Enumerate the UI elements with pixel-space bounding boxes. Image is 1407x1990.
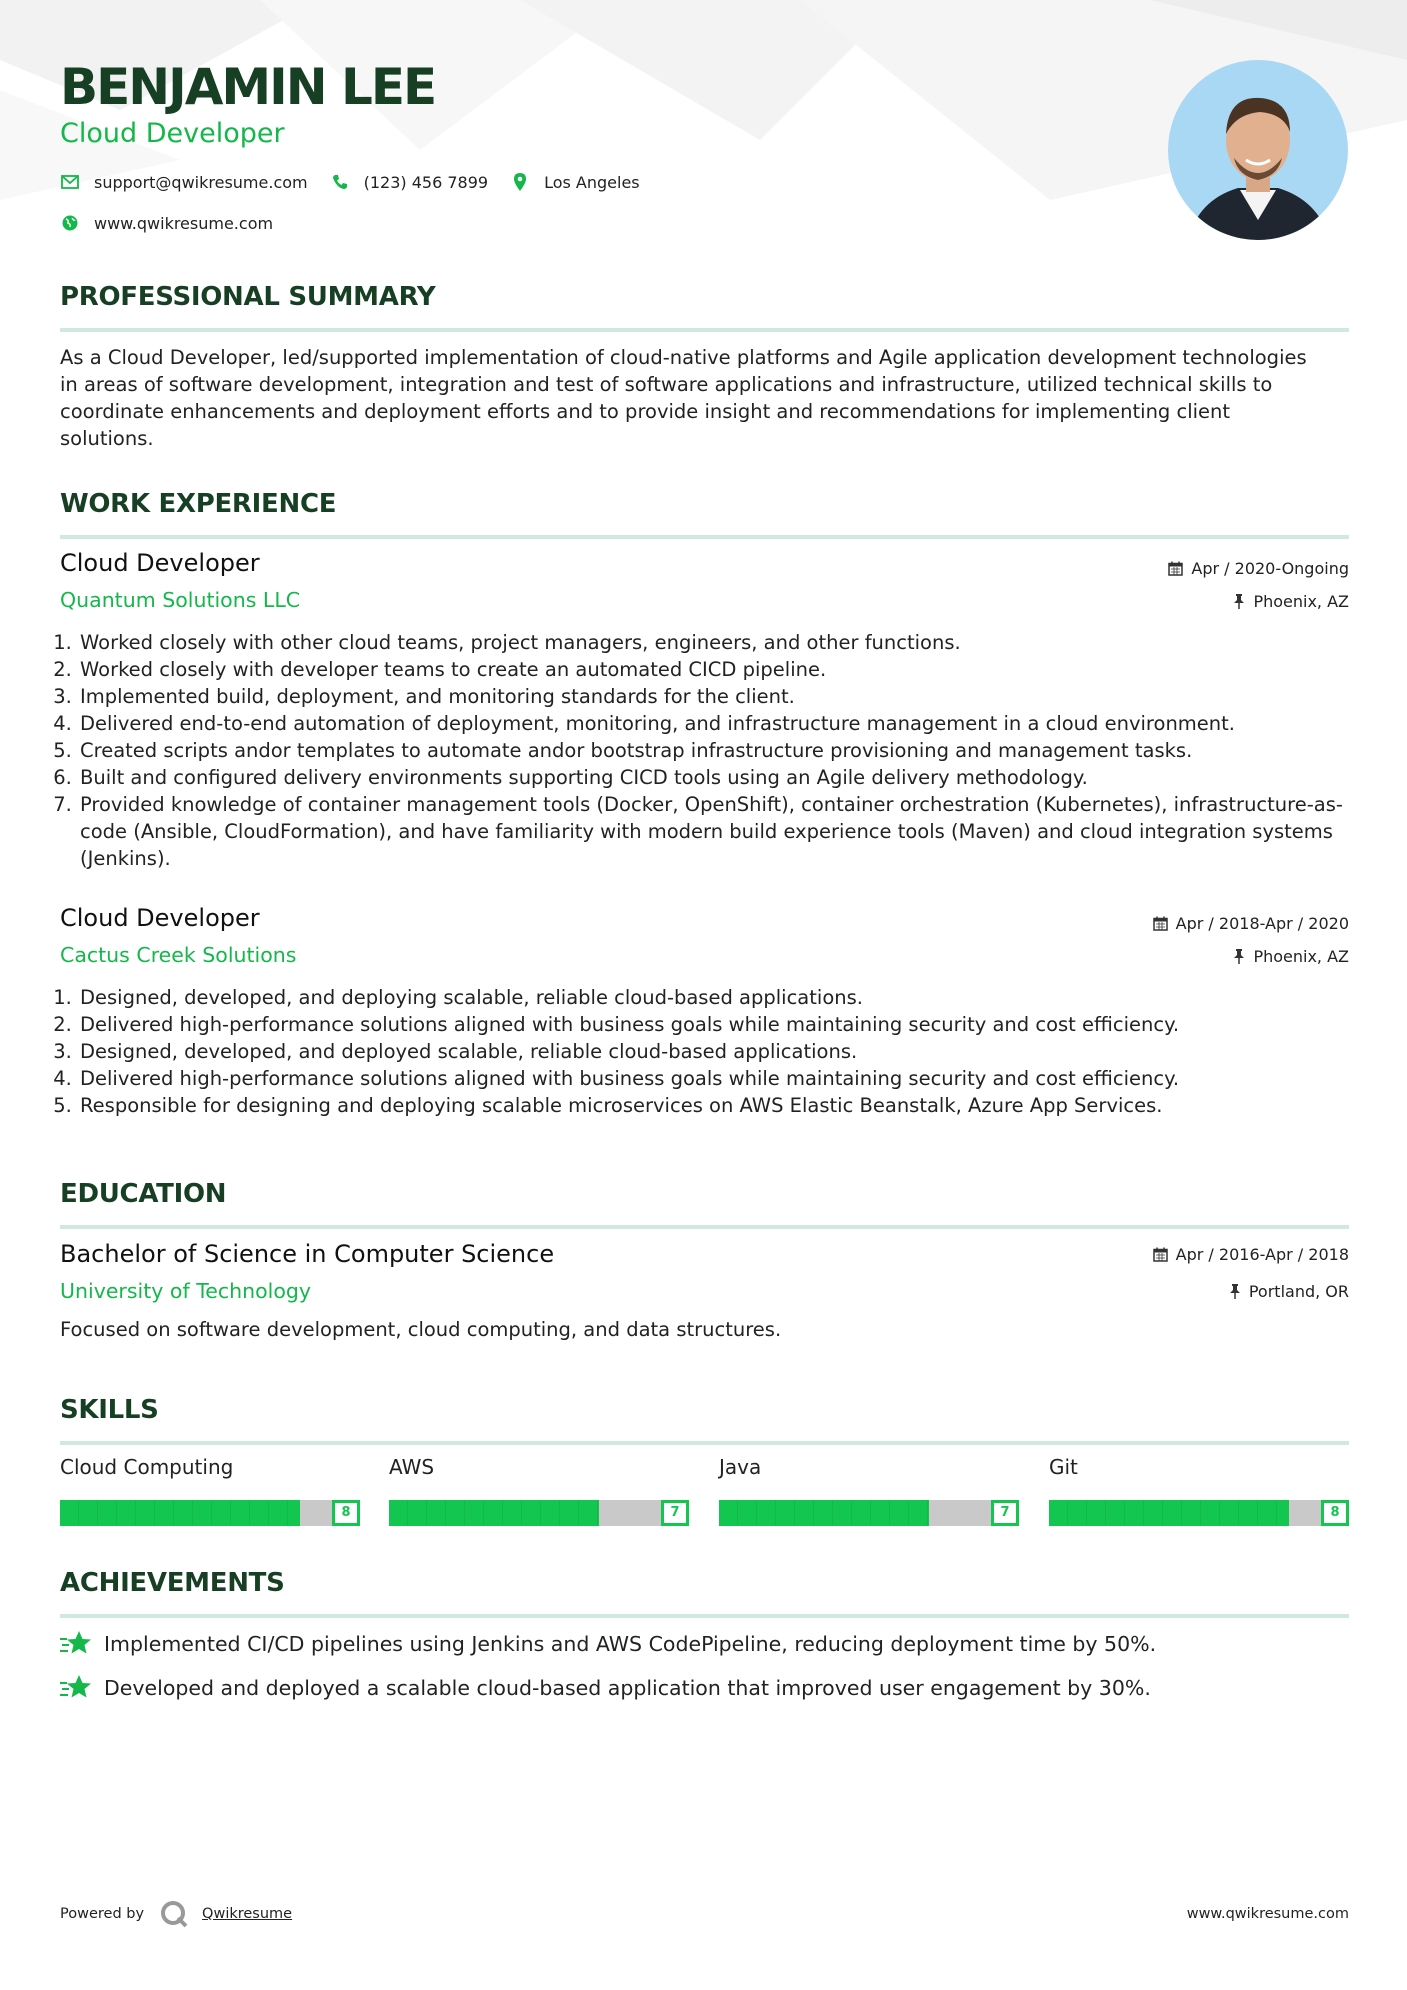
skill-bar [719,1500,1019,1526]
list-item: 4. Delivered high-performance solutions aligned with business goals while maintaining security and cost efficiency. [78,1065,1368,1092]
job-company: Cactus Creek Solutions [60,943,297,967]
powered-by-label: Powered by [60,1906,145,1922]
skill-name: Java [719,1455,762,1479]
summary-heading [60,282,1349,312]
education-dates-text: Apr / 2016-Apr / 2018 [1175,1245,1349,1264]
education-heading-text: EDUCATION [60,1179,227,1209]
job-location-text: Phoenix, AZ [1253,947,1349,966]
education-dates [1153,1245,1349,1264]
skill-score: 8 [1321,1500,1349,1526]
job-bullets [60,984,1368,1119]
skill-bar [60,1500,360,1526]
experience-heading-text: WORK EXPERIENCE [60,489,337,519]
skill-item [60,1455,360,1526]
footer-powered-by [60,1900,292,1928]
education-location-text: Portland, OR [1248,1282,1349,1301]
degree-title: Bachelor of Science in Computer Science [60,1240,555,1268]
skill-score: 7 [991,1500,1019,1526]
skill-name: Cloud Computing [60,1455,234,1479]
contact-website[interactable] [60,213,273,233]
skills-heading-text: SKILLS [60,1395,159,1425]
list-item: 2. Delivered high-performance solutions aligned with business goals while maintaining security and cost efficiency. [78,1011,1368,1038]
skill-item [1049,1455,1349,1526]
summary-text: As a Cloud Developer, led/supported implementation of cloud-native platforms and Agile application development technologies in areas of software development, integration and test of software applications and infrastructure, utilized technical skills to coordinate enhancements and deployment efforts and to provide insight and recommendations for implementing client solutions. [60,346,1307,450]
pushpin-icon [1229,1284,1241,1299]
experience-heading [60,489,1349,519]
achievement-text: Implemented CI/CD pipelines using Jenkins and AWS CodePipeline, reducing deployment time by 50%. [104,1632,1157,1656]
achievements-heading [60,1568,1349,1598]
skill-item [719,1455,1019,1526]
profile-photo [1168,60,1348,240]
skill-bar-fill [60,1500,300,1526]
list-item: 6. Built and configured delivery environments supporting CICD tools using an Agile delivery methodology. [78,764,1368,791]
candidate-name: BENJAMIN LEE [60,58,436,116]
qwikresume-link[interactable]: Qwikresume [202,1906,293,1922]
envelope-icon [60,172,80,192]
section-divider [60,328,1349,332]
section-divider [60,1225,1349,1229]
list-item: 5. Responsible for designing and deploying scalable microservices on AWS Elastic Beanstalk, Azure App Services. [78,1092,1368,1119]
list-item: 2. Worked closely with developer teams to create an automated CICD pipeline. [78,656,1368,683]
section-divider [60,535,1349,539]
job-title: Cloud Developer [60,549,260,577]
website-text: www.qwikresume.com [94,213,274,233]
pushpin-icon [1233,594,1245,609]
calendar-icon [1153,1247,1168,1262]
achievement-item [60,1630,1156,1658]
email-text: support@qwikresume.com [94,172,308,192]
phone-icon [330,172,350,192]
achievements-heading-text: ACHIEVEMENTS [60,1568,285,1598]
phone-text: (123) 456 7899 [363,172,489,192]
job-dates [1168,559,1349,578]
skill-bar-fill [719,1500,929,1526]
list-item: 1. Worked closely with other cloud teams, project managers, engineers, and other functions. [78,629,1368,656]
job-dates-text: Apr / 2018-Apr / 2020 [1175,914,1349,933]
education-location [1229,1282,1349,1301]
achievement-item [60,1674,1151,1702]
job-title: Cloud Developer [60,904,260,932]
job-company: Quantum Solutions LLC [60,588,301,612]
skill-bar-fill [1049,1500,1289,1526]
map-pin-icon [510,172,530,192]
calendar-icon [1168,561,1183,576]
job-location [1233,947,1349,966]
globe-icon [60,213,80,233]
job-dates-text: Apr / 2020-Ongoing [1191,559,1349,578]
location-text: Los Angeles [544,172,640,192]
list-item: 3. Designed, developed, and deployed scalable, reliable cloud-based applications. [78,1038,1368,1065]
contact-phone[interactable] [330,172,488,192]
achievement-text: Developed and deployed a scalable cloud-based application that improved user engagement by 30%. [104,1676,1151,1700]
job-bullets [60,629,1368,872]
job-location [1233,592,1349,611]
skill-bar-fill [389,1500,599,1526]
skill-name: Git [1049,1455,1078,1479]
skill-item [389,1455,689,1526]
skill-score: 7 [661,1500,689,1526]
contact-location [510,172,640,192]
skill-score: 8 [332,1500,360,1526]
star-icon [60,1630,92,1658]
job-dates [1153,914,1349,933]
star-icon [60,1674,92,1702]
section-divider [60,1614,1349,1618]
summary-heading-text: PROFESSIONAL SUMMARY [60,282,436,312]
qwikresume-logo [160,1900,188,1928]
job-location-text: Phoenix, AZ [1253,592,1349,611]
list-item: 7. Provided knowledge of container management tools (Docker, OpenShift), container orchestration (Kubernetes), infrastructure-as-code (Ansible, CloudFormation), and have familiarity with modern build experience tools (Maven) and cloud integration systems (Jenkins). [78,791,1368,872]
skills-heading [60,1395,1349,1425]
contact-row-2 [60,213,295,233]
contact-email[interactable] [60,172,308,192]
skill-name: AWS [389,1455,435,1479]
skill-bar [389,1500,689,1526]
education-heading [60,1179,1349,1209]
candidate-title: Cloud Developer [60,118,285,149]
list-item: 1. Designed, developed, and deploying scalable, reliable cloud-based applications. [78,984,1368,1011]
section-divider [60,1441,1349,1445]
list-item: 5. Created scripts andor templates to automate andor bootstrap infrastructure provisioning and management tasks. [78,737,1368,764]
calendar-icon [1153,916,1168,931]
education-description: Focused on software development, cloud computing, and data structures. [60,1318,782,1341]
list-item: 4. Delivered end-to-end automation of deployment, monitoring, and infrastructure management in a cloud environment. [78,710,1368,737]
school-name: University of Technology [60,1279,312,1303]
list-item: 3. Implemented build, deployment, and monitoring standards for the client. [78,683,1368,710]
skill-bar [1049,1500,1349,1526]
pushpin-icon [1233,949,1245,964]
footer-website[interactable]: www.qwikresume.com [1186,1906,1349,1922]
contact-row-1 [60,172,662,192]
